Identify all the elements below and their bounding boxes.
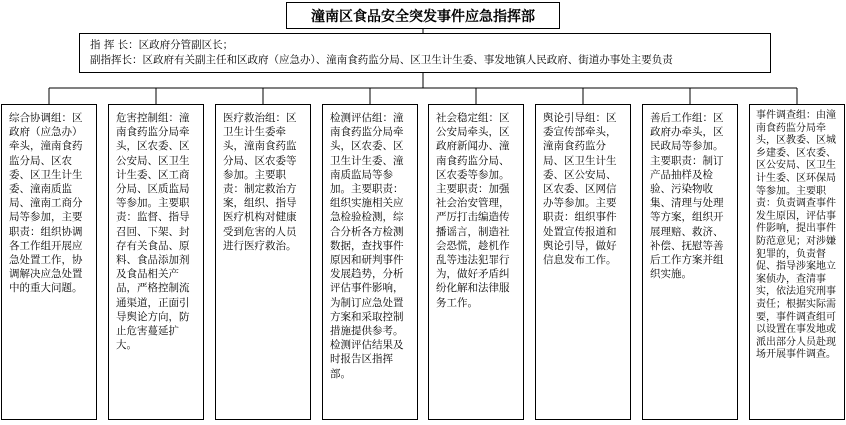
group-title: 舆论引导组： [543,112,606,124]
group-box-social-stability [428,104,524,420]
group-box-medical-treatment [215,104,311,420]
group-box-testing-evaluation [322,104,418,420]
group-duties: 区政府办牵头，区民政局等参加。主要职责：制订产品抽样及检验、污染物收集、清理与处理等方案，组织开展理赔、救济、补偿、抚慰等善后工作方案并组织实施。 [650,112,724,281]
group-duties: 区公安局牵头，区政府新闻办、潼南食药监分局、区农委等参加。主要职责：加强社会治安管理，严厉打击编造传播谣言，制造社会恐慌，趁机作乱等违法犯罪行为，做好矛盾纠纷化解和法律服务工作。 [436,112,510,309]
group-box-hazard-control [108,104,204,420]
group-title: 综合协调组： [9,112,72,124]
commander-line: 指 挥 长：区政府分管副区长； [90,39,234,51]
group-duties: 潼南食药监分局牵头，区农委、区公安局、区卫生计生委、区工商分局、区质监局等参加。主要职责：监督、指导召回、下架、封存有关食品、原料、食品添加剂及食品相关产品，严格控制流通渠道，正面引导舆论方向，防止危害蔓延扩大。 [116,112,190,352]
group-title: 社会稳定组： [436,112,499,124]
command-title: 潼南区食品安全突发事件应急指挥部 [311,8,535,25]
deputy-commander-line: 副指挥长：区政府有关副主任和区政府（应急办）、潼南食药监分局、区卫生计生委、事发地镇人民政府、街道办事处主要负责 [90,54,673,66]
group-title: 事件调查组： [756,110,816,121]
group-box-public-opinion [535,104,631,420]
group-title: 医疗救治组： [223,112,286,124]
group-box-incident-investigation [749,104,845,420]
group-title: 检测评估组： [330,112,393,124]
group-duties: 区政府（应急办）牵头，潼南食药监分局、区农委、区卫生计生委、潼南质监局、潼南工商分局等参加，主要职责：组织协调各工作组开展应急处置工作，协调解决应急处置中的重大问题。 [9,112,83,295]
group-duties: 潼南食药监分局牵头，区农委、区卫生计生委、潼南质监局等参加。主要职责：组织实施相关应急检验检测，综合分析各方检测数据，查找事件原因和研判事件发展趋势，分析评估事件影响，为制订应急处置方案和采取控制措施提供参考。检测评估结果及时报告区指挥部。 [330,112,404,380]
group-box-comprehensive-coordination [1,104,97,420]
group-duties: 区卫生计生委牵头，潼南食药监分局、区农委等参加。主要职责：制定救治方案，组织、指导医疗机构对健康受到危害的人员进行医疗救治。 [223,112,297,252]
group-title: 危害控制组： [116,112,179,124]
group-title: 善后工作组： [650,112,713,124]
group-box-aftermath [642,104,738,420]
leadership-box [79,33,771,73]
group-duties: 区委宣传部牵头，潼南食药监分局、区卫生计生委、区公安局、区农委、区网信办等参加。主要职责：组织事件处置宣传报道和舆论引导，做好信息发布工作。 [543,112,617,267]
group-duties: 由潼南食药监分局牵头，区教委、区城乡建委、区农委、区公安局、区卫生计生委、区环保局等参加。主要职责：负责调查事件发生原因，评估事件影响，提出事件防范意见；对涉嫌犯罪的，负责督促、指导涉案地立案侦办，查清事实，依法追究刑事责任；根据实际需要，事件调查组可以设置在事发地或派出部分人员赴现场开展事件调查。 [756,110,836,361]
command-title-box [286,2,560,29]
